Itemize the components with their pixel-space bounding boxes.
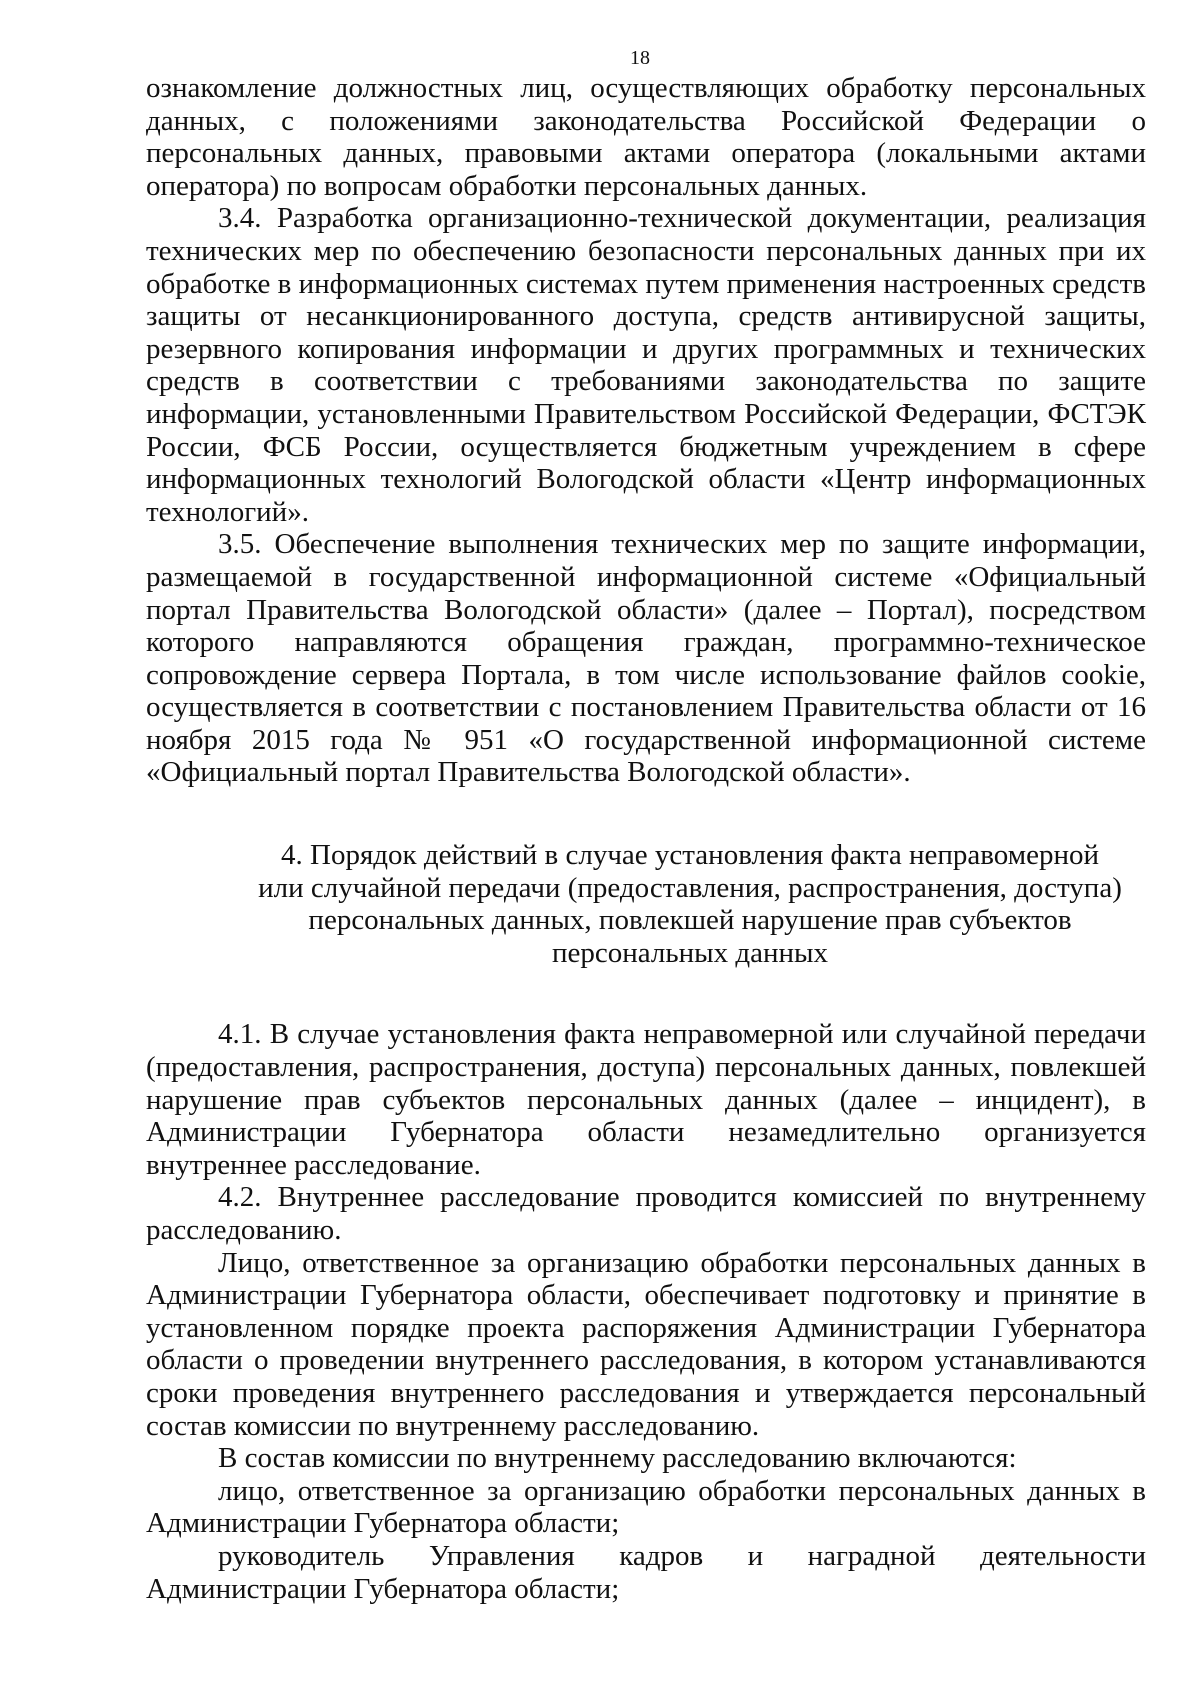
- paragraph-member-hr-head: руководитель Управления кадров и наградной деятельности Администрации Губернатора области;: [146, 1539, 1146, 1605]
- section-heading-line: или случайной передачи (предоставления, распространения, доступа): [258, 871, 1122, 904]
- paragraph-continuation: ознакомление должностных лиц, осуществляющих обработку персональных данных, с положениями законодательства Российской Федерации о персональных данных, правовыми актами оператора (локальными актами оператора) по вопросам обработки персональных данных.: [146, 72, 1146, 202]
- section-heading-line: персональных данных, повлекшей нарушение прав субъектов: [308, 904, 1072, 937]
- page-number: 18: [630, 47, 650, 69]
- paragraph-commission-members: В состав комиссии по внутреннему расследованию включаются:: [218, 1442, 1017, 1475]
- paragraph-4-1: 4.1. В случае установления факта неправомерной или случайной передачи (предоставления, распространения, доступа) персональных данных, повлекшей нарушение прав субъектов персональных данных (далее – инцидент), в Администрации Губернатора области незамедлительно организуется внутреннее расследование.: [146, 1018, 1146, 1181]
- paragraph-responsible-person: Лицо, ответственное за организацию обработки персональных данных в Администрации Губернатора области, обеспечивает подготовку и принятие в установленном порядке проекта распоряжения Администрации Губернатора области о проведении внутреннего расследования, в котором устанавливаются сроки проведения внутреннего расследования и утверждается персональный состав комиссии по внутреннему расследованию.: [146, 1246, 1146, 1442]
- paragraph-3-5: 3.5. Обеспечение выполнения технических мер по защите информации, размещаемой в государственной информационной системе «Официальный портал Правительства Вологодской области» (далее – Портал), посредством которого направляются обращения граждан, программно-техническое сопровождение сервера Портала, в том числе использование файлов cookie, осуществляется в соответствии с постановлением Правительства области от 16 ноября 2015 года № 951 «О государственной информационной системе «Официальный портал Правительства Вологодской области».: [146, 528, 1146, 789]
- paragraph-4-2: 4.2. Внутреннее расследование проводится комиссией по внутреннему расследованию.: [146, 1181, 1146, 1246]
- paragraph-3-4: 3.4. Разработка организационно-технической документации, реализация технических мер по обеспечению безопасности персональных данных при их обработке в информационных системах путем применения настроенных средств защиты от несанкционированного доступа, средств антивирусной защиты, резервного копирования информации и других программных и технических средств в соответствии с требованиями законодательства по защите информации, установленными Правительством Российской Федерации, ФСТЭК России, ФСБ России, осуществляется бюджетным учреждением в сфере информационных технологий Вологодской области «Центр информационных технологий».: [146, 202, 1147, 528]
- document-body: [146, 72, 1146, 1605]
- section-heading-line: 4. Порядок действий в случае установления факта неправомерной: [281, 839, 1099, 872]
- paragraph-member-responsible: лицо, ответственное за организацию обработки персональных данных в Администрации Губернатора области;: [146, 1474, 1146, 1540]
- section-4-heading: [146, 839, 1146, 969]
- section-heading-line: персональных данных: [551, 936, 828, 969]
